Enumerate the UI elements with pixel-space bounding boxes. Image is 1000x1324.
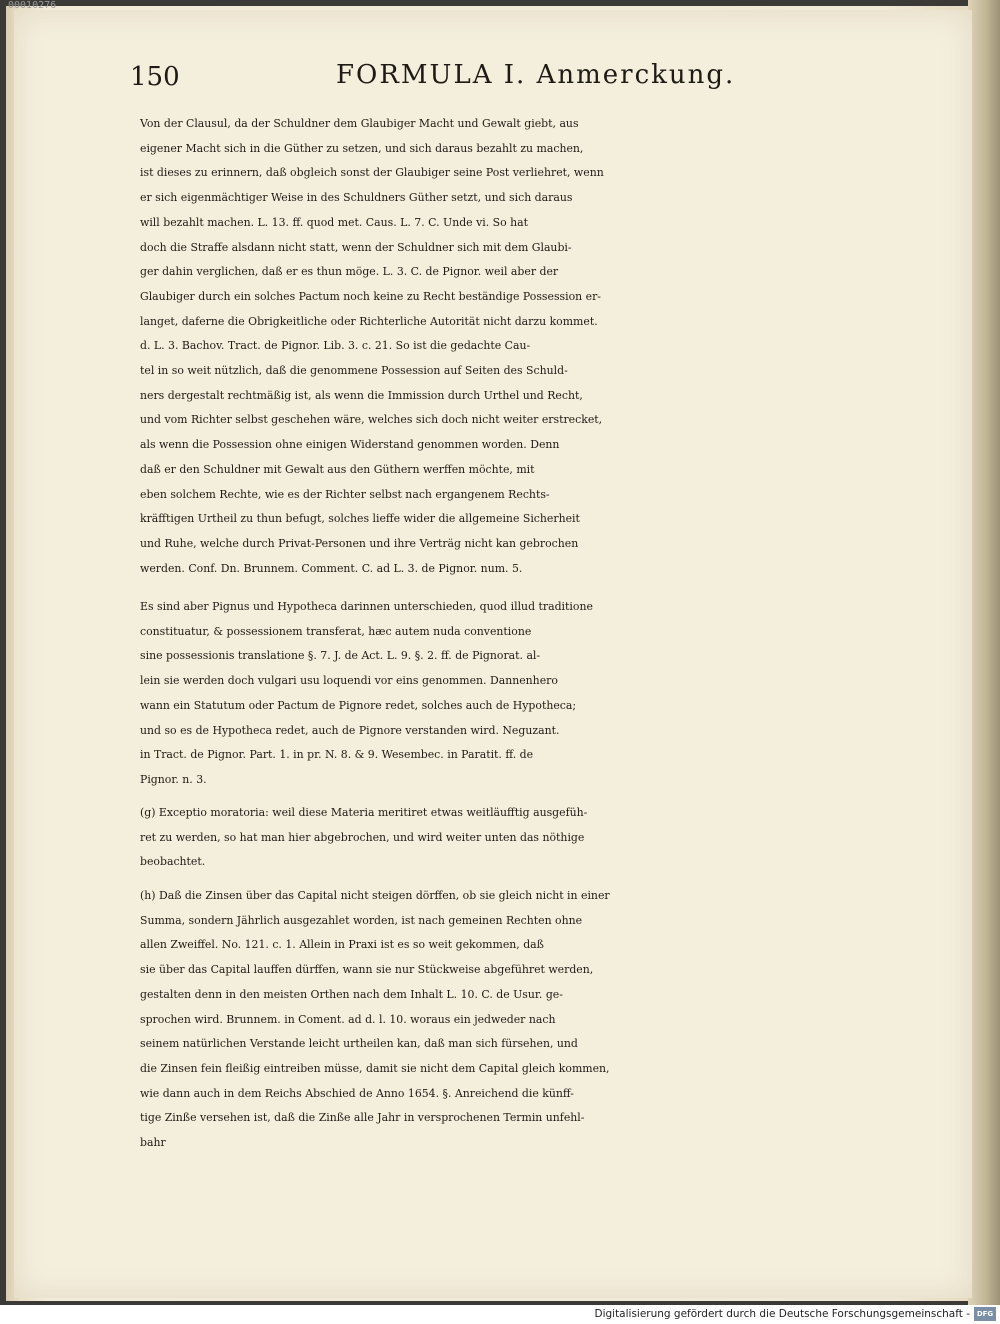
text-line: langet, daferne die Obrigkeitliche oder Richterliche Autorität nicht darzu kommet. xyxy=(140,314,598,328)
text-line: werden. Conf. Dn. Brunnem. Comment. C. ad L. 3. de Pignor. num. 5. xyxy=(140,561,523,575)
text-line: und so es de Hypotheca redet, auch de Pignore verstanden wird. Neguzant. xyxy=(140,723,560,737)
footer-credit: Digitalisierung gefördert durch die Deutsche Forschungsgemeinschaft - xyxy=(594,1308,970,1320)
text-line: als wenn die Possession ohne einigen Widerstand genommen worden. Denn xyxy=(140,438,560,452)
text-line: und Ruhe, welche durch Privat-Personen und ihre Verträg nicht kan gebrochen xyxy=(140,536,579,550)
dfg-logo: DFG xyxy=(974,1307,996,1321)
text-line: die Zinsen fein fleißig eintreiben müsse, damit sie nicht dem Capital gleich kommen, xyxy=(140,1061,610,1075)
text-line: Von der Clausul, da der Schuldner dem Glaubiger Macht und Gewalt giebt, aus xyxy=(140,117,579,130)
text-line: allen Zweiffel. No. 121. c. 1. Allein in Praxi ist es so weit gekommen, daß xyxy=(140,938,544,952)
text-line: sprochen wird. Brunnem. in Coment. ad d. l. 10. woraus ein jedweder nach xyxy=(140,1012,556,1026)
text-line: beobachtet. xyxy=(140,855,206,869)
running-title: FORMULA I. Anmerckung. xyxy=(336,60,736,90)
text-line: kräfftigen Urtheil zu thun befugt, solches lieffe wider die allgemeine Sicherheit xyxy=(140,512,580,526)
text-line: d. L. 3. Bachov. Tract. de Pignor. Lib. 3. c. 21. So ist die gedachte Cau- xyxy=(140,339,531,353)
text-line: ger dahin verglichen, daß er es thun möge. L. 3. C. de Pignor. weil aber der xyxy=(140,265,559,279)
text-line: will bezahlt machen. L. 13. ff. quod met. Caus. L. 7. C. Unde vi. So hat xyxy=(140,215,529,229)
text-line: doch die Straffe alsdann nicht statt, wenn der Schuldner sich mit dem Glaubi- xyxy=(140,240,572,254)
text-line: (g) Exceptio moratoria: weil diese Materia meritiret etwas weitläufftig ausgefüh- xyxy=(140,806,588,819)
text-line: constituatur, & possessionem transferat, hæc autem nuda conventione xyxy=(140,624,532,638)
text-line: Es sind aber Pignus und Hypotheca darinnen unterschieden, quod illud traditione xyxy=(140,600,593,613)
paragraph-clausul xyxy=(140,112,980,581)
scan-stamp: 00010276 xyxy=(8,0,57,11)
text-line: eben solchem Rechte, wie es der Richter selbst nach ergangenem Rechts- xyxy=(140,487,550,501)
note-g-exceptio-moratoria xyxy=(140,801,980,875)
text-line: und vom Richter selbst geschehen wäre, welches sich doch nicht weiter erstrecket, xyxy=(140,413,603,427)
footer-bar xyxy=(0,1305,1000,1324)
text-line: tige Zinße versehen ist, daß die Zinße alle Jahr in versprochenen Termin unfehl- xyxy=(140,1111,585,1125)
text-line: sine possessionis translatione §. 7. J. de Act. L. 9. §. 2. ff. de Pignorat. al- xyxy=(140,649,541,663)
text-line: eigener Macht sich in die Güther zu setzen, und sich daraus bezahlt zu machen, xyxy=(140,141,584,155)
text-line: sie über das Capital lauffen dürffen, wann sie nur Stückweise abgeführet werden, xyxy=(140,963,594,977)
text-line: wie dann auch in dem Reichs Abschied de Anno 1654. §. Anreichend die künff- xyxy=(140,1086,574,1100)
text-line: ners dergestalt rechtmäßig ist, als wenn die Immission durch Urthel und Recht, xyxy=(140,388,583,402)
text-line: wann ein Statutum oder Pactum de Pignore redet, solches auch de Hypotheca; xyxy=(140,698,577,712)
text-line: Summa, sondern Jährlich ausgezahlet worden, ist nach gemeinen Rechten ohne xyxy=(140,913,583,927)
text-line: lein sie werden doch vulgari usu loquendi vor eins genommen. Dannenhero xyxy=(140,674,558,688)
text-line: Glaubiger durch ein solches Pactum noch keine zu Recht beständige Possession er- xyxy=(140,289,601,303)
text-line: daß er den Schuldner mit Gewalt aus den Güthern werffen möchte, mit xyxy=(140,462,535,476)
text-line: in Tract. de Pignor. Part. 1. in pr. N. 8. & 9. Wesembec. in Paratit. ff. de xyxy=(140,748,534,762)
page-header xyxy=(130,56,950,96)
paragraph-pignus-hypotheca xyxy=(140,595,980,793)
text-line: (h) Daß die Zinsen über das Capital nicht steigen dörffen, ob sie gleich nicht in einer xyxy=(140,889,610,902)
text-line: Pignor. n. 3. xyxy=(140,772,207,786)
page-number: 150 xyxy=(130,62,180,92)
text-line: bahr xyxy=(140,1136,166,1150)
text-line: gestalten denn in den meisten Orthen nach dem Inhalt L. 10. C. de Usur. ge- xyxy=(140,987,563,1001)
text-line: er sich eigenmächtiger Weise in des Schuldners Güther setzt, und sich daraus xyxy=(140,191,573,205)
text-line: ist dieses zu erinnern, daß obgleich sonst der Glaubiger seine Post verliehret, wenn xyxy=(140,166,604,180)
text-line: ret zu werden, so hat man hier abgebrochen, und wird weiter unten das nöthige xyxy=(140,830,585,844)
text-line: tel in so weit nützlich, daß die genommene Possession auf Seiten des Schuld- xyxy=(140,364,568,378)
note-h-zinsen xyxy=(140,884,980,1156)
text-line: seinem natürlichen Verstande leicht urtheilen kan, daß man sich fürsehen, und xyxy=(140,1037,578,1051)
